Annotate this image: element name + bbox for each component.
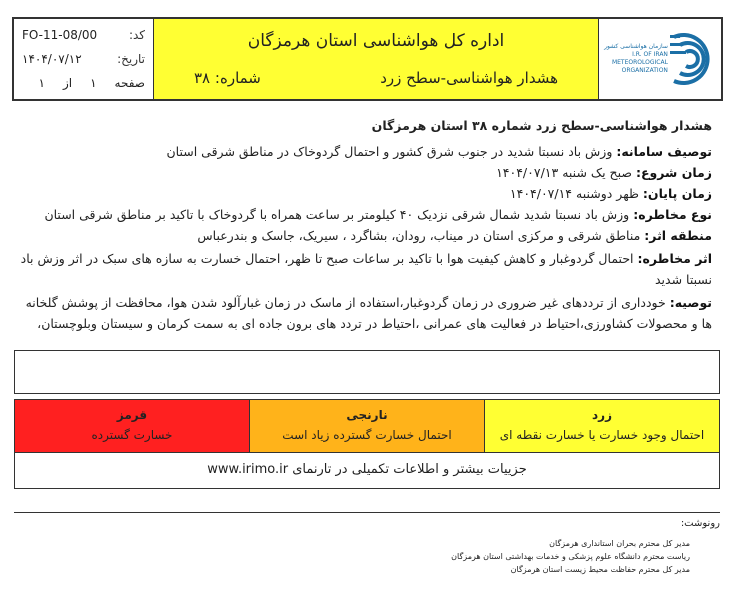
logo-fa-name: سازمان هواشناسی کشور [604, 43, 668, 50]
start-time [14, 162, 720, 183]
cc-item: ریاست محترم دانشگاه علوم پزشکی و خدمات بهداشتی استان هرمزگان [451, 552, 690, 561]
item-text: وزش باد نسبتا شدید شمال شرقی نزدیک ۴۰ کیلومتر بر ساعت همراه با گردوخاک با تاکید بر مناطق شرقی استان [44, 207, 630, 222]
warning-number [194, 69, 261, 87]
level-name: زرد [592, 408, 612, 422]
level-name: نارنجی [346, 408, 388, 422]
level-orange [249, 400, 484, 452]
page-of: از [62, 76, 73, 90]
org-logo [599, 19, 721, 99]
recommendation [14, 292, 720, 334]
page-total: ۱ [38, 76, 45, 90]
org-title: اداره کل هواشناسی استان هرمزگان [247, 31, 505, 51]
code-value: FO-11-08/00 [22, 28, 98, 42]
item-text: ظهر دوشنبه ۱۴۰۴/۰۷/۱۴ [509, 186, 639, 201]
item-text: وزش باد نسبتا شدید در جنوب شرق کشور و احتمال گردوخاک در مناطق شرقی استان [166, 144, 613, 159]
item-text: احتمال گردوغبار و کاهش کیفیت هوا با تاکید بر ساعات صبح تا ظهر، احتمال خسارت به سازه های سبک در اثر وزش باد نسبتا شدید [20, 251, 712, 287]
level-name: قرمز [116, 408, 148, 422]
system-description [14, 141, 720, 162]
warning-title: هشدار هواشناسی-سطح زرد [380, 69, 558, 87]
warning-body [14, 115, 720, 334]
cc-item: مدیر کل محترم حفاظت محیط زیست استان هرمزگان [510, 565, 690, 574]
cc-item: مدیر کل محترم بحران استانداری هرمزگان [549, 539, 690, 548]
item-label: توصیه: [669, 295, 712, 310]
date-row [22, 47, 145, 71]
number-value: ۳۸ [194, 69, 211, 87]
item-label: زمان پایان: [642, 186, 712, 201]
level-desc: خسارت گسترده [91, 428, 173, 442]
affected-area [14, 225, 720, 246]
header-meta [14, 19, 154, 99]
item-label: توصیف سامانه: [616, 144, 712, 159]
warning-levels-table [14, 399, 720, 489]
level-yellow [484, 400, 719, 452]
item-label: نوع مخاطره: [633, 207, 712, 222]
warning-headline: هشدار هواشناسی-سطح زرد شماره ۳۸ استان هرمزگان [371, 118, 712, 133]
hazard-type [14, 204, 720, 225]
code-row [22, 23, 145, 47]
level-desc: احتمال وجود خسارت یا خسارت نقطه ای [499, 428, 705, 442]
irimo-spiral-logo-icon [670, 31, 716, 87]
page-current: ۱ [90, 76, 97, 90]
logo-line3: ORGANIZATION [621, 67, 668, 74]
page-label: صفحه [114, 76, 145, 90]
code-label: کد: [128, 28, 145, 42]
logo-line2: METEOROLOGICAL [611, 59, 668, 66]
logo-text [604, 43, 668, 75]
carbon-copy [451, 518, 720, 576]
item-text: صبح یک شنبه ۱۴۰۴/۰۷/۱۳ [496, 165, 632, 180]
item-label: زمان شروع: [635, 165, 712, 180]
item-label: منطقه اثر: [644, 228, 712, 243]
item-text: مناطق شرقی و مرکزی استان در میناب، رودان، بشاگرد ، سیریک، جاسک و بندرعباس [197, 228, 641, 243]
document-header [12, 17, 723, 101]
date-label: تاریخ: [117, 52, 145, 66]
hazard-impact [14, 248, 720, 290]
end-time [14, 183, 720, 204]
level-desc: احتمال خسارت گسترده زیاد است [282, 428, 452, 442]
item-label: اثر مخاطره: [637, 251, 712, 266]
number-label: شماره: [214, 69, 261, 87]
date-value: ۱۴۰۴/۰۷/۱۲ [22, 52, 82, 66]
levels-row [15, 400, 719, 453]
page-row [22, 71, 145, 95]
level-red [15, 400, 249, 452]
empty-box [14, 350, 720, 394]
logo-line1: I.R. OF IRAN [632, 51, 668, 58]
divider [14, 512, 720, 513]
more-info-link[interactable]: جزییات بیشتر و اطلاعات تکمیلی در تارنمای www.irimo.ir [207, 462, 527, 477]
item-text: خودداری از ترددهای غیر ضروری در زمان گردوغبار،استفاده از ماسک در زمان غبارآلود شدن هوا، محافظت از پوشش گلخانه ها و محصولات کشاورزی،احتیاط در فعالیت های عمرانی ،احتیاط در تردد های برون جاده ای به سمت کرمان و سیستان وبلوچستان، [25, 295, 712, 331]
cc-label: رونوشت: [680, 518, 720, 529]
header-title-block [154, 19, 599, 99]
